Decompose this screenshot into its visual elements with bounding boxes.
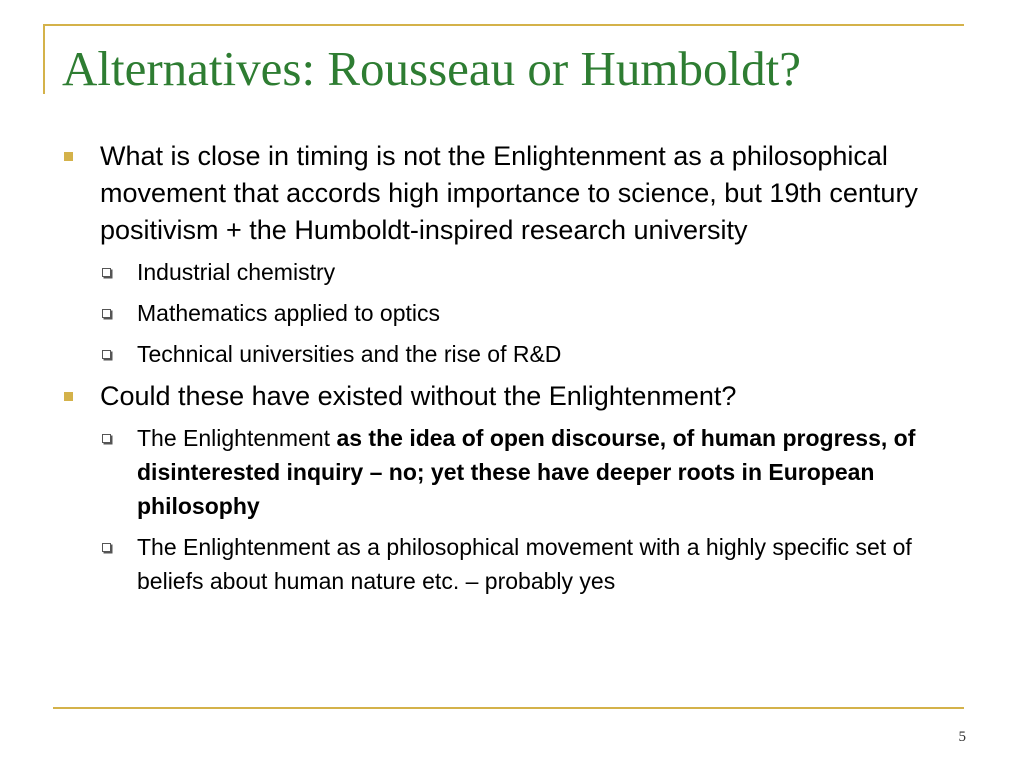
hollow-square-bullet-icon <box>102 268 111 277</box>
bullet-text: What is close in timing is not the Enlightenment as a philosophical movement that accords high importance to science, but 19th century positivism + the Humboldt-inspired research university <box>100 141 918 245</box>
sub-bullet-item <box>100 255 962 289</box>
sub-bullet-item <box>100 530 962 598</box>
hollow-square-bullet-icon <box>102 309 111 318</box>
frame-left-rule <box>43 24 45 94</box>
square-bullet-icon <box>64 152 73 161</box>
hollow-square-bullet-icon <box>102 543 111 552</box>
hollow-square-bullet-icon <box>102 350 111 359</box>
sub-bullet-item <box>100 296 962 330</box>
sub-bullet-item <box>100 421 962 523</box>
sub-bullet-text: Industrial chemistry <box>137 259 336 285</box>
bullet-item <box>62 138 962 249</box>
bullet-item <box>62 378 962 415</box>
square-bullet-icon <box>64 392 73 401</box>
sub-bullet-text: The Enlightenment <box>137 425 337 451</box>
frame-top-rule <box>43 24 964 26</box>
slide-title: Alternatives: Rousseau or Humboldt? <box>62 41 801 96</box>
page-number: 5 <box>958 729 966 745</box>
sub-bullet-text: Technical universities and the rise of R&D <box>137 341 562 367</box>
slide-body <box>62 138 962 605</box>
sub-bullet-item <box>100 337 962 371</box>
sub-bullet-text: Mathematics applied to optics <box>137 300 440 326</box>
footer-rule <box>53 707 964 709</box>
sub-bullet-text: The Enlightenment as a philosophical movement with a highly specific set of beliefs about human nature etc. – probably yes <box>137 534 912 594</box>
bullet-text: Could these have existed without the Enlightenment? <box>100 381 737 411</box>
hollow-square-bullet-icon <box>102 434 111 443</box>
sub-bullet-bold-text: as the idea of open discourse, of human progress, of disinterested inquiry – no; yet these have deeper roots in European philosophy <box>137 425 916 519</box>
